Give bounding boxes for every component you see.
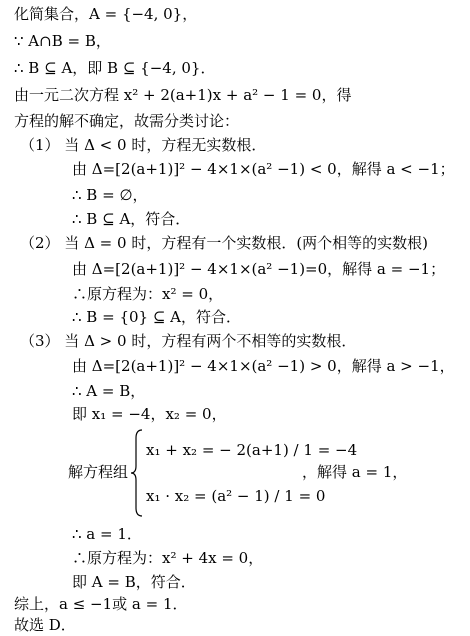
- system-equation-1: x₁ + x₂ = − 2(a+1) / 1 = −4: [146, 441, 358, 459]
- case-1-line-a: 由 Δ=[2(a+1)]² − 4×1×(a² −1) < 0，解得 a < −1；: [72, 160, 455, 178]
- solution-line-3: ∴ B ⊆ A，即 B ⊆ {−4, 0}．: [14, 59, 216, 77]
- case-3-line-a: 由 Δ=[2(a+1)]² − 4×1×(a² −1) > 0，解得 a > −1，: [72, 357, 455, 375]
- answer-line: 故选 D．: [14, 616, 76, 634]
- case-3-line-e: ∴原方程为：x² + 4x = 0，: [72, 549, 264, 567]
- case-3-line-d: ∴ a = 1．: [72, 525, 142, 543]
- case-2-heading: （2） 当 Δ = 0 时，方程有一个实数根．(两个相等的实数根): [20, 234, 429, 252]
- case-2-line-b: ∴原方程为：x² = 0，: [72, 285, 224, 303]
- case-3-line-c: 即 x₁ = −4，x₂ = 0，: [72, 405, 227, 423]
- solution-line-2: ∵ A∩B = B，: [14, 32, 111, 50]
- case-2-line-a: 由 Δ=[2(a+1)]² − 4×1×(a² −1)=0，解得 a = −1；: [72, 260, 446, 278]
- case-1-line-c: ∴ B ⊆ A，符合．: [72, 210, 191, 228]
- case-3-system-label: 解方程组: [68, 463, 129, 481]
- case-3-line-b: ∴ A = B，: [72, 382, 146, 400]
- solution-line-1: 化简集合，A = {−4, 0}，: [14, 5, 198, 23]
- solution-line-5: 方程的解不确定，故需分类讨论：: [14, 112, 240, 130]
- system-result: ，解得 a = 1，: [302, 463, 408, 481]
- solution-line-4: 由一元二次方程 x² + 2(a+1)x + a² − 1 = 0，得: [14, 86, 352, 104]
- system-equation-2: x₁ · x₂ = (a² − 1) / 1 = 0: [146, 487, 326, 505]
- left-brace-icon: [130, 428, 144, 518]
- case-3-line-f: 即 A = B，符合．: [72, 573, 196, 591]
- summary-line: 综上，a ≤ −1或 a = 1．: [14, 595, 188, 613]
- case-1-line-b: ∴ B = ∅，: [72, 186, 148, 204]
- case-1-heading: （1） 当 Δ < 0 时，方程无实数根．: [20, 136, 267, 154]
- case-3-heading: （3） 当 Δ > 0 时，方程有两个不相等的实数根．: [20, 332, 357, 350]
- case-2-line-c: ∴ B = {0} ⊆ A，符合．: [72, 308, 242, 326]
